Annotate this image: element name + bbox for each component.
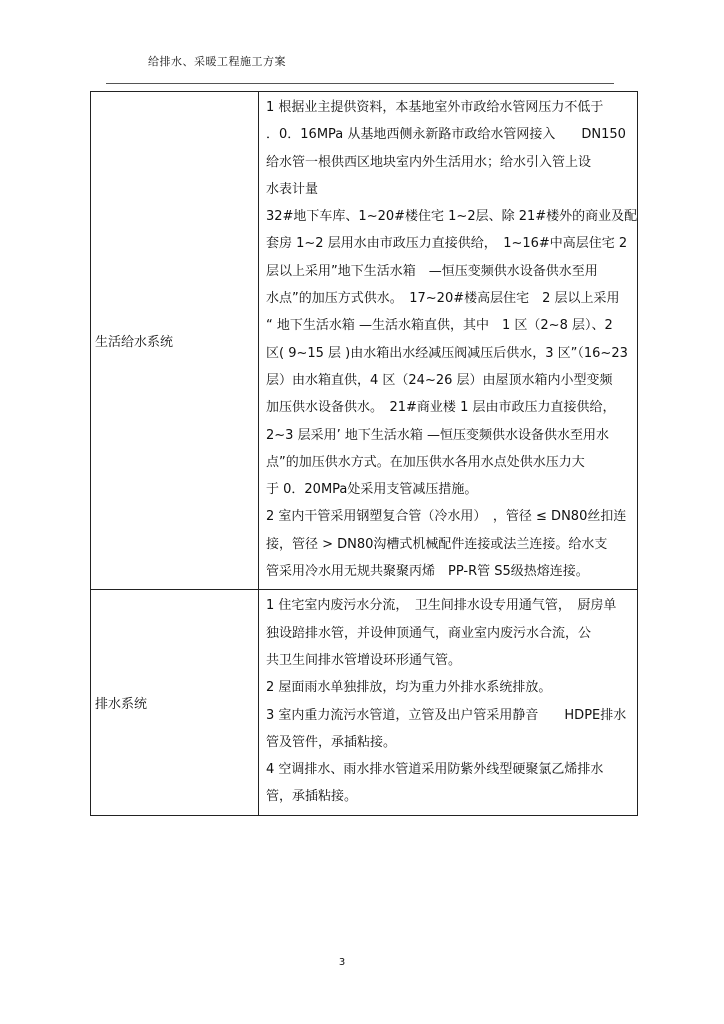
description-line: 点”的加压供水方式。在加压供水各用水点处供水压力大 [266,454,585,470]
description-line: 管，承插粘接。 [266,789,358,805]
system-description-cell [259,590,638,815]
description-line: 共卫生间排水管增设环形通气管。 [266,652,462,668]
description-line: “ 地下生活水箱 —生活水箱直供，其中 1 区（2~8 层）、2 [266,318,613,334]
description-line: 2 室内干管采用钢塑复合管（冷水用） ，管径 ≤ DN80丝扣连 [266,509,627,525]
description-line: 区( 9~15 层 )由水箱出水经减压阀减压后供水，3 区”（16~23 [266,345,628,361]
description-line: 管采用冷水用无规共聚聚丙烯 PP-R管 S5级热熔连接。 [266,564,589,580]
system-name-cell: 生活给水系统 [91,92,259,590]
page-number: 3 [338,957,346,968]
spec-table-body [91,92,638,816]
description-line: 3 室内重力流污水管道，立管及出户管采用静音 HDPE排水 [266,707,627,723]
description-line: 水表计量 [266,181,319,197]
description-line: 1 住宅室内废污水分流， 卫生间排水设专用通气管， 厨房单 [266,598,617,614]
description-line: 给水管一根供西区地块室内外生活用水；给水引入管上设 [266,154,592,170]
system-spec-table [90,91,638,816]
description-line: 套房 1~2 层用水由市政压力直接供给， 1~16#中高层住宅 2 [266,236,628,252]
system-description-cell [259,92,638,590]
description-line: 层）由水箱直供，4 区（24~26 层）由屋顶水箱内小型变频 [266,372,613,388]
description-line: ．0．16MPa 从基地西侧永新路市政给水管网接入 DN150 [266,127,626,143]
table-row [91,92,638,590]
description-line: 2 屋面雨水单独排放，均为重力外排水系统排放。 [266,680,552,696]
system-name-cell: 排水系统 [91,590,259,815]
header-rule [106,83,614,84]
description-line: 于 0．20MPa处采用支管减压措施。 [266,482,478,498]
description-line: 4 空调排水、雨水排水管道采用防紫外线型硬聚氯乙烯排水 [266,762,604,778]
description-line: 水点”的加压方式供水。 17~20#楼高层住宅 2 层以上采用 [266,291,620,307]
description-line: 层以上采用”地下生活水箱 —恒压变频供水设备供水至用 [266,263,598,279]
description-line: 1 根据业主提供资料，本基地室外市政给水管网压力不低于 [266,100,604,115]
description-line: 管及管件，承插粘接。 [266,734,397,750]
description-line: 2~3 层采用’ 地下生活水箱 —恒压变频供水设备供水至用水 [266,427,609,443]
table-row [91,590,638,815]
description-line: 独设踣排水管，并设伸顶通气，商业室内废污水合流，公 [266,625,592,641]
description-line: 加压供水设备供水。 21#商业楼 1 层由市政压力直接供给， [266,400,616,416]
page-header-title: 给排水、采暖工程施工方案 [148,55,286,68]
description-line: 32#地下车库、1~20#楼住宅 1~2层、除 21#楼外的商业及配 [266,209,638,225]
description-line: 接，管径 > DN80沟槽式机械配件连接或法兰连接。给水支 [266,536,608,552]
